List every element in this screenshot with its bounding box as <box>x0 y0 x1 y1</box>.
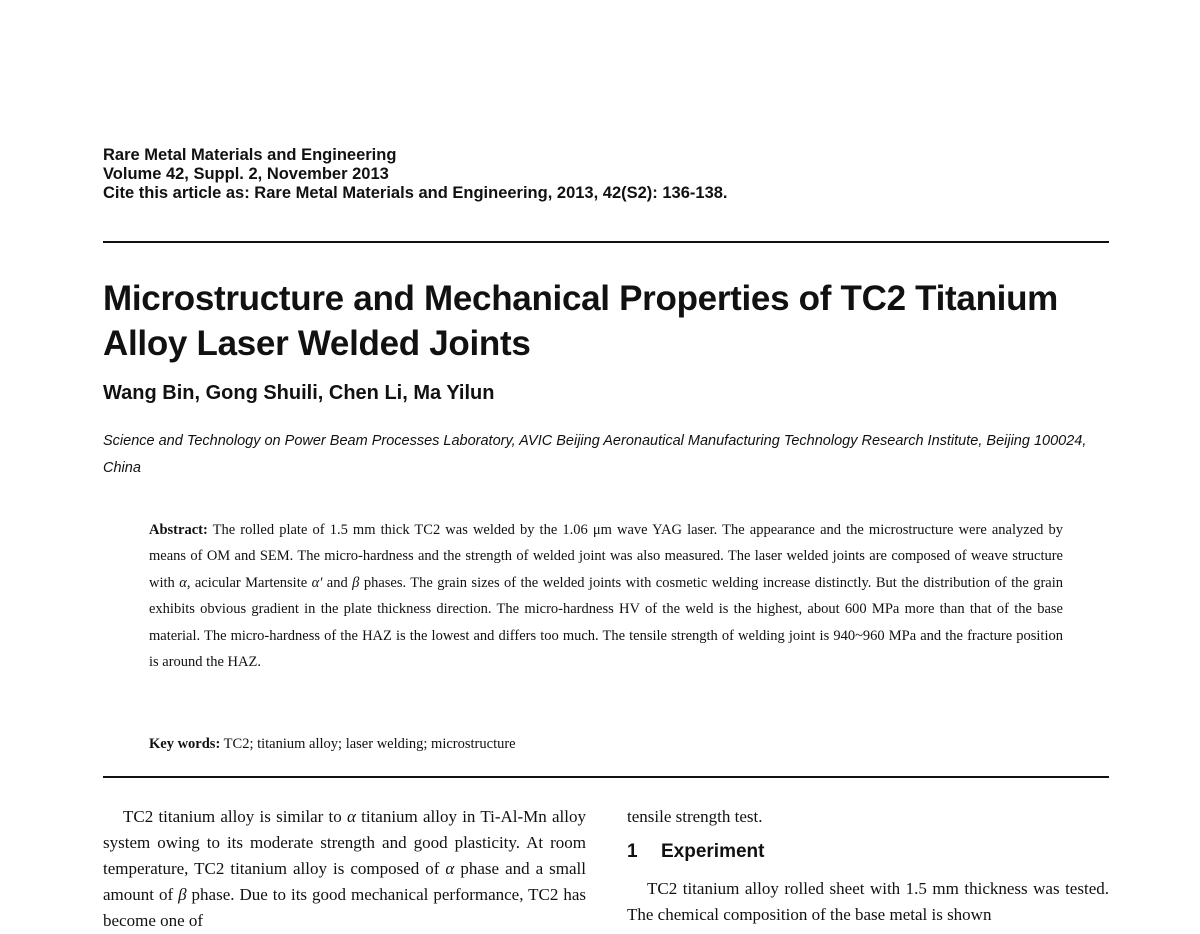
intro-paragraph <box>103 804 586 934</box>
journal-header <box>103 146 728 203</box>
header-divider <box>103 241 1109 243</box>
abstract-alpha: α <box>179 574 187 591</box>
abstract-text-2: , acicular Martensite <box>186 574 312 591</box>
article-affiliation: Science and Technology on Power Beam Processes Laboratory, AVIC Beijing Aeronautical Manufacturing Technology Research Institute, Beijing 100024, China <box>103 433 1087 476</box>
section-title: Experiment <box>661 841 765 862</box>
keywords-label: Key words: <box>149 736 221 752</box>
section-heading-experiment <box>627 840 1109 864</box>
keywords <box>149 732 516 756</box>
abstract-text-3: and <box>322 574 353 591</box>
abstract-alpha-prime: α′ <box>311 574 323 591</box>
keywords-text: TC2; titanium alloy; laser welding; microstructure <box>220 736 516 752</box>
abstract-label: Abstract: <box>149 522 208 538</box>
intro-text-3: phase and a small amount of <box>103 859 586 904</box>
abstract-text-1: The rolled plate of 1.5 mm thick TC2 was welded by the 1.06 μm wave YAG laser. The appearance and the microstructure were analyzed by means of OM and SEM. The micro-hardness and the strength of welded joint was also measured. The laser welded joints are composed of weave structure with <box>149 522 1063 591</box>
article-title: Microstructure and Mechanical Properties of TC2 Titanium Alloy Laser Welded Joints <box>103 279 1058 363</box>
intro-beta: β <box>178 885 187 904</box>
abstract-text-4: phases. The grain sizes of the welded joints with cosmetic welding increase distinctly. But the distribution of the grain exhibits obvious gradient in the plate thickness direction. The micro-hardness HV of the weld is the highest, about 600 MPa more than that of the base material. The micro-hardness of the HAZ is the lowest and differs too much. The tensile strength of welding joint is 940~960 MPa and the fracture position is around the HAZ. <box>149 574 1064 671</box>
abstract-divider <box>103 776 1109 778</box>
intro-alpha-2: α <box>445 859 455 878</box>
journal-citation: Cite this article as: Rare Metal Materials and Engineering, 2013, 42(S2): 136-138. <box>103 184 728 202</box>
article-authors: Wang Bin, Gong Shuili, Chen Li, Ma Yilun <box>103 382 495 404</box>
intro-alpha: α <box>346 807 356 826</box>
experiment-paragraph: TC2 titanium alloy rolled sheet with 1.5 mm thickness was tested. The chemical composition of the base metal is shown <box>627 879 1109 924</box>
journal-volume: Volume 42, Suppl. 2, November 2013 <box>103 165 389 183</box>
carry-over-text: tensile strength test. <box>627 807 763 826</box>
body-right-column <box>627 804 1109 928</box>
intro-text-4: phase. Due to its good mechanical performance, TC2 has become one of <box>103 885 586 930</box>
section-number: 1 <box>627 841 638 862</box>
journal-name: Rare Metal Materials and Engineering <box>103 146 397 164</box>
intro-text-1: TC2 titanium alloy is similar to <box>123 807 347 826</box>
abstract-beta: β <box>352 574 360 591</box>
intro-text-2: titanium alloy in Ti-Al-Mn alloy system owing to its moderate strength and good plasticity. At room temperature, TC2 titanium alloy is composed of <box>103 807 587 878</box>
body-left-column <box>103 804 586 934</box>
abstract <box>149 517 1063 675</box>
